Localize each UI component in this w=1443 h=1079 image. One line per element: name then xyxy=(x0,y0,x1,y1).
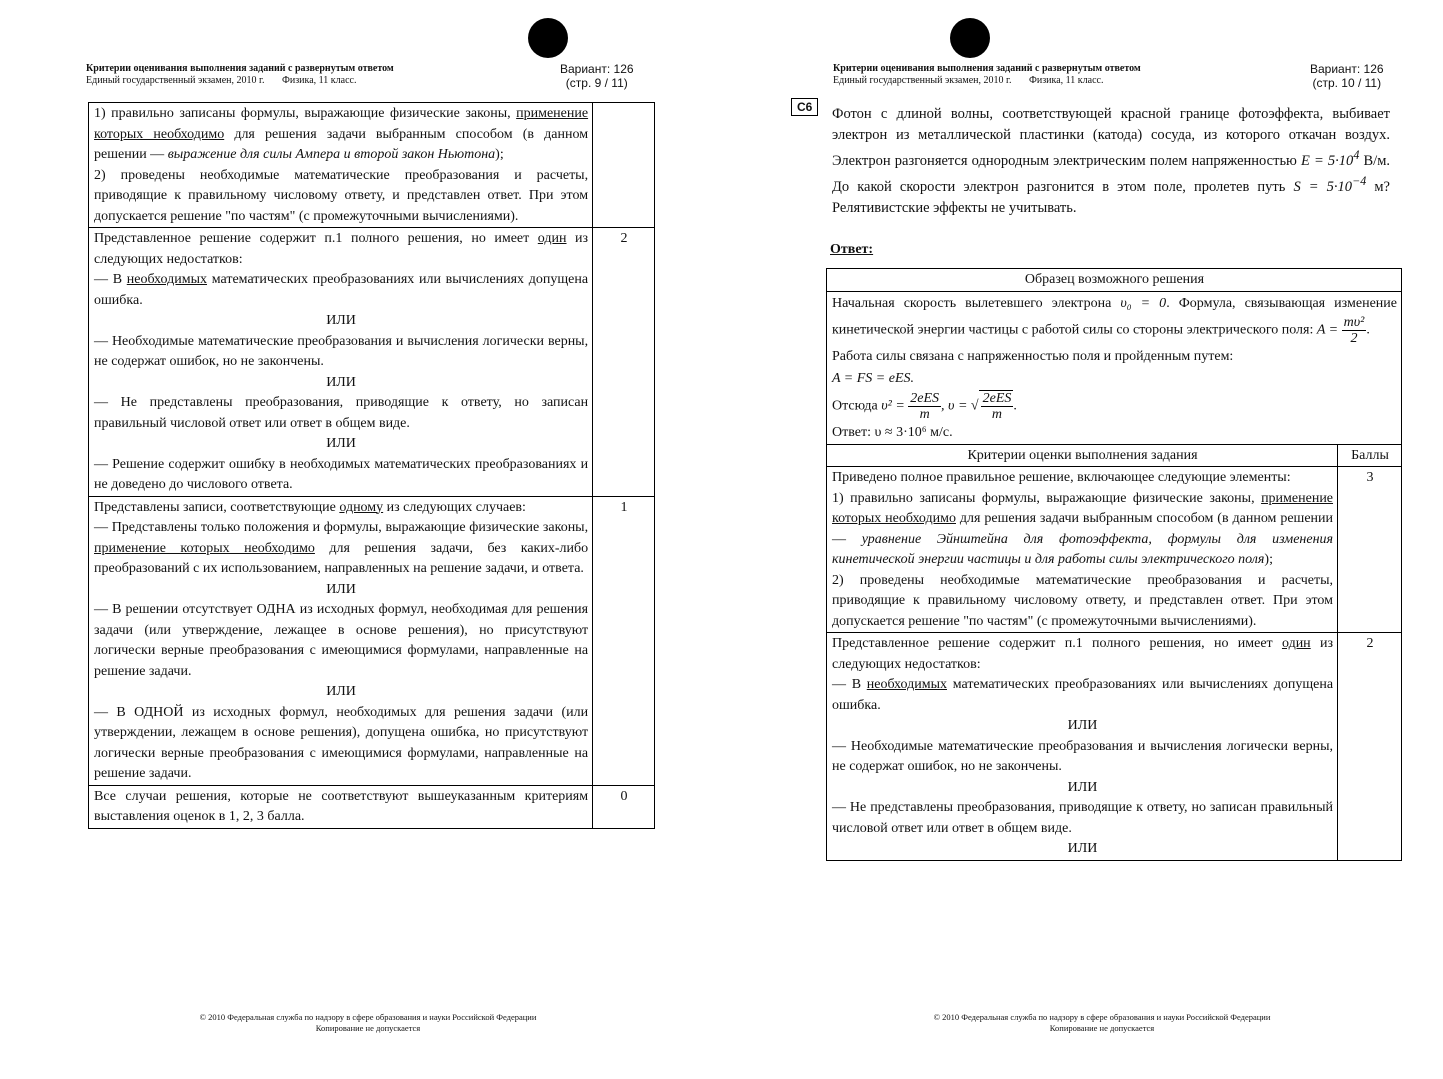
solution-cell: Начальная скорость вылетевшего электрона υ₀ = 0. Формула, связывающая изменение кинетической энергии частицы с работой силы со стороны электрического поля: A = $\frac{\text{mυ²}}{2}$ . Работа силы связана с напряженностью поля и пройденным путем: A = FS = eES. Отсюда υ² = $\frac{\text{2eES}}{m}$ , υ = √ $\frac{\text{2eES}}{m}$ . Ответ: υ ≈ 3·10⁶ м/с. xyxy=(827,291,1402,444)
solution-header: Образец возможного решения xyxy=(827,269,1402,292)
score-cell: 2 xyxy=(593,228,655,497)
page-footer: © 2010 Федеральная служба по надзору в сфере образования и науки Российской Федерации Копирование не допускается xyxy=(199,1012,537,1033)
table-row xyxy=(89,103,655,228)
criteria-cell: Все случаи решения, которые не соответствуют вышеуказанным критериям выставления оценок в 1, 2, 3 балла. xyxy=(89,785,593,828)
page-header xyxy=(833,63,1141,87)
square-root: $\frac{\text{2eES}}{m}$ xyxy=(979,390,1014,422)
header-title: Критерии оценивания выполнения заданий с развернутым ответом xyxy=(86,63,394,74)
table-row xyxy=(827,633,1402,861)
solution-table xyxy=(826,268,1402,861)
variant-label: Вариант: 126 xyxy=(560,62,634,76)
table-row xyxy=(89,785,655,828)
right-page xyxy=(722,0,1443,1079)
score-cell: 0 xyxy=(593,785,655,828)
page-footer: © 2010 Федеральная служба по надзору в сфере образования и науки Российской Федерации Копирование не допускается xyxy=(933,1012,1271,1033)
table-row xyxy=(89,496,655,785)
page-header xyxy=(86,63,394,87)
table-row xyxy=(827,467,1402,633)
table-row xyxy=(827,444,1402,467)
fraction: $\frac{\text{mυ²}}{2}$ xyxy=(1343,314,1365,346)
header-subtitle: Единый государственный экзамен, 2010 г. Физика, 11 класс. xyxy=(86,75,357,86)
punch-hole xyxy=(950,18,990,58)
page-meta xyxy=(1310,62,1384,90)
criteria-header: Критерии оценки выполнения задания xyxy=(827,444,1338,467)
task-label: С6 xyxy=(791,98,818,116)
table-row xyxy=(89,228,655,497)
page-meta xyxy=(560,62,634,90)
answer-label: Ответ: xyxy=(830,242,874,257)
table-row xyxy=(827,269,1402,292)
variant-label: Вариант: 126 xyxy=(1310,62,1384,76)
header-title: Критерии оценивания выполнения заданий с развернутым ответом xyxy=(833,63,1141,74)
header-subtitle: Единый государственный экзамен, 2010 г. Физика, 11 класс. xyxy=(833,75,1104,86)
score-cell: 2 xyxy=(1338,633,1402,861)
punch-hole xyxy=(528,18,568,58)
criteria-cell: Приведено полное правильное решение, включающее следующие элементы: 1) правильно записаны формулы, выражающие физические законы, применение которых необходимо для решения задачи выбранным способом (в данном решении — уравнение Эйнштейна для фотоэффекта, формулы для изменения кинетической энергии частицы и для работы силы электрического поля); 2) проведены необходимые математические преобразования и расчеты, приводящие к правильному числовому ответу, и представлен ответ. При этом допускается решение "по частям" (с промежуточными вычислениями). xyxy=(827,467,1338,633)
score-cell: 3 xyxy=(1338,467,1402,633)
table-row xyxy=(827,291,1402,444)
points-header: Баллы xyxy=(1338,444,1402,467)
score-cell: 1 xyxy=(593,496,655,785)
task-text: Фотон с длиной волны, соответствующей красной границе фотоэффекта, выбивает электрон из металлической пластинки (катода) сосуда, из которого откачан воздух. Электрон разгоняется однородным электрическим полем напряженностью $E = 5\cdot 10^4$ В/м. До какой скорости электрон разгонится в этом поле, пролетев путь $S = 5\cdot 10^{-4}$ м? Релятивистские эффекты не учитывать. xyxy=(832,106,1390,216)
criteria-cell: Представленное решение содержит п.1 полного решения, но имеет один из следующих недостатков: — В необходимых математических преобразованиях или вычислениях допущена ошибка. ИЛИ — Необходимые математические преобразования и вычисления логически верны, не содержат ошибок, но не закончены. ИЛИ — Не представлены преобразования, приводящие к ответу, но записан правильный числовой ответ или ответ в общем виде. ИЛИ — Решение содержит ошибку в необходимых математических преобразованиях и не доведено до числового ответа. xyxy=(89,228,593,497)
page-number: (стр. 10 / 11) xyxy=(1312,76,1382,90)
fraction: $\frac{\text{2eES}}{m}$ xyxy=(910,390,940,422)
page-number: (стр. 9 / 11) xyxy=(565,76,628,90)
criteria-cell: Представленное решение содержит п.1 полного решения, но имеет один из следующих недостатков: — В необходимых математических преобразованиях или вычислениях допущена ошибка. ИЛИ — Необходимые математические преобразования и вычисления логически верны, не содержат ошибок, но не закончены. ИЛИ — Не представлены преобразования, приводящие к ответу, но записан правильный числовой ответ или ответ в общем виде. ИЛИ xyxy=(827,633,1338,861)
score-cell xyxy=(593,103,655,228)
criteria-table xyxy=(88,102,655,829)
criteria-cell: Представлены записи, соответствующие одному из следующих случаев: — Представлены только положения и формулы, выражающие физические законы, применение которых необходимо для решения задачи, без каких-либо преобразований с их использованием, направленных на решение задачи, и ответа. ИЛИ — В решении отсутствует ОДНА из исходных формул, необходимая для решения задачи (или утверждение, лежащее в основе решения), но присутствуют логически верные преобразования с имеющимися формулами, направленные на решение задачи. ИЛИ — В ОДНОЙ из исходных формул, необходимых для решения задачи (или утверждении, лежащем в основе решения), допущена ошибка, но присутствуют логически верные преобразования с имеющимися формулами, направленные на решение задачи. xyxy=(89,496,593,785)
left-page xyxy=(0,0,720,1079)
criteria-cell: 1) правильно записаны формулы, выражающие физические законы, применение которых необходимо для решения задачи выбранным способом (в данном решении — выражение для силы Ампера и второй закон Ньютона); 2) проведены необходимые математические преобразования и расчеты, приводящие к правильному числовому ответу, и представлен ответ. При этом допускается решение "по частям" (с промежуточными вычислениями). xyxy=(89,103,593,228)
